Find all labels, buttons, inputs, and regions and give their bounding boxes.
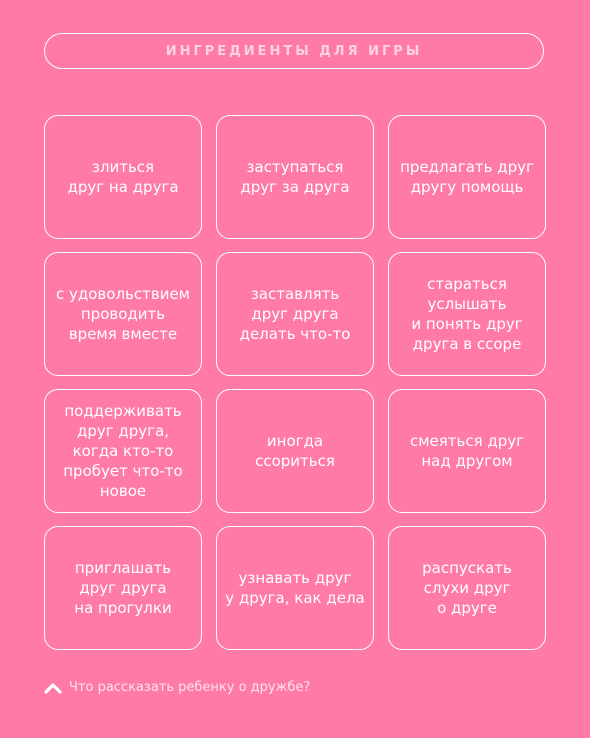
ingredient-card-text: заступаться друг за друга bbox=[240, 158, 350, 196]
ingredient-card bbox=[216, 115, 374, 239]
ingredient-card bbox=[44, 115, 202, 239]
chevron-up-icon bbox=[44, 682, 62, 694]
ingredient-card-text: стараться услышать и понять друг друга в ссоре bbox=[411, 275, 523, 353]
ingredient-card bbox=[44, 389, 202, 513]
ingredient-card-text: распускать слухи друг о друге bbox=[422, 559, 512, 617]
ingredient-card-text: злиться друг на друга bbox=[67, 158, 179, 196]
ingredient-card-text: смеяться друг над другом bbox=[409, 432, 525, 470]
footer-link[interactable] bbox=[44, 680, 310, 695]
ingredient-card-text: заставлять друг друга делать что-то bbox=[239, 285, 351, 343]
ingredient-card bbox=[216, 389, 374, 513]
ingredients-grid bbox=[44, 115, 546, 650]
ingredient-card bbox=[388, 115, 546, 239]
ingredient-card bbox=[388, 389, 546, 513]
header-pill bbox=[44, 33, 544, 69]
ingredient-card bbox=[388, 252, 546, 376]
ingredient-card-text: поддерживать друг друга, когда кто-то пробует что-то новое bbox=[63, 402, 183, 500]
ingredient-card-text: узнавать друг у друга, как дела bbox=[225, 569, 365, 607]
page-title: ИНГРЕДИЕНТЫ ДЛЯ ИГРЫ bbox=[165, 43, 423, 59]
footer-text: Что рассказать ребенку о дружбе? bbox=[69, 680, 311, 695]
ingredient-card bbox=[216, 526, 374, 650]
ingredient-card-text: приглашать друг друга на прогулки bbox=[74, 559, 172, 617]
ingredient-card bbox=[44, 252, 202, 376]
ingredient-card-text: с удовольствием проводить время вместе bbox=[55, 285, 190, 343]
ingredient-card bbox=[216, 252, 374, 376]
ingredient-card bbox=[44, 526, 202, 650]
ingredient-card-text: предлагать друг другу помощь bbox=[400, 158, 534, 196]
ingredient-card bbox=[388, 526, 546, 650]
ingredient-card-text: иногда ссориться bbox=[255, 432, 335, 470]
